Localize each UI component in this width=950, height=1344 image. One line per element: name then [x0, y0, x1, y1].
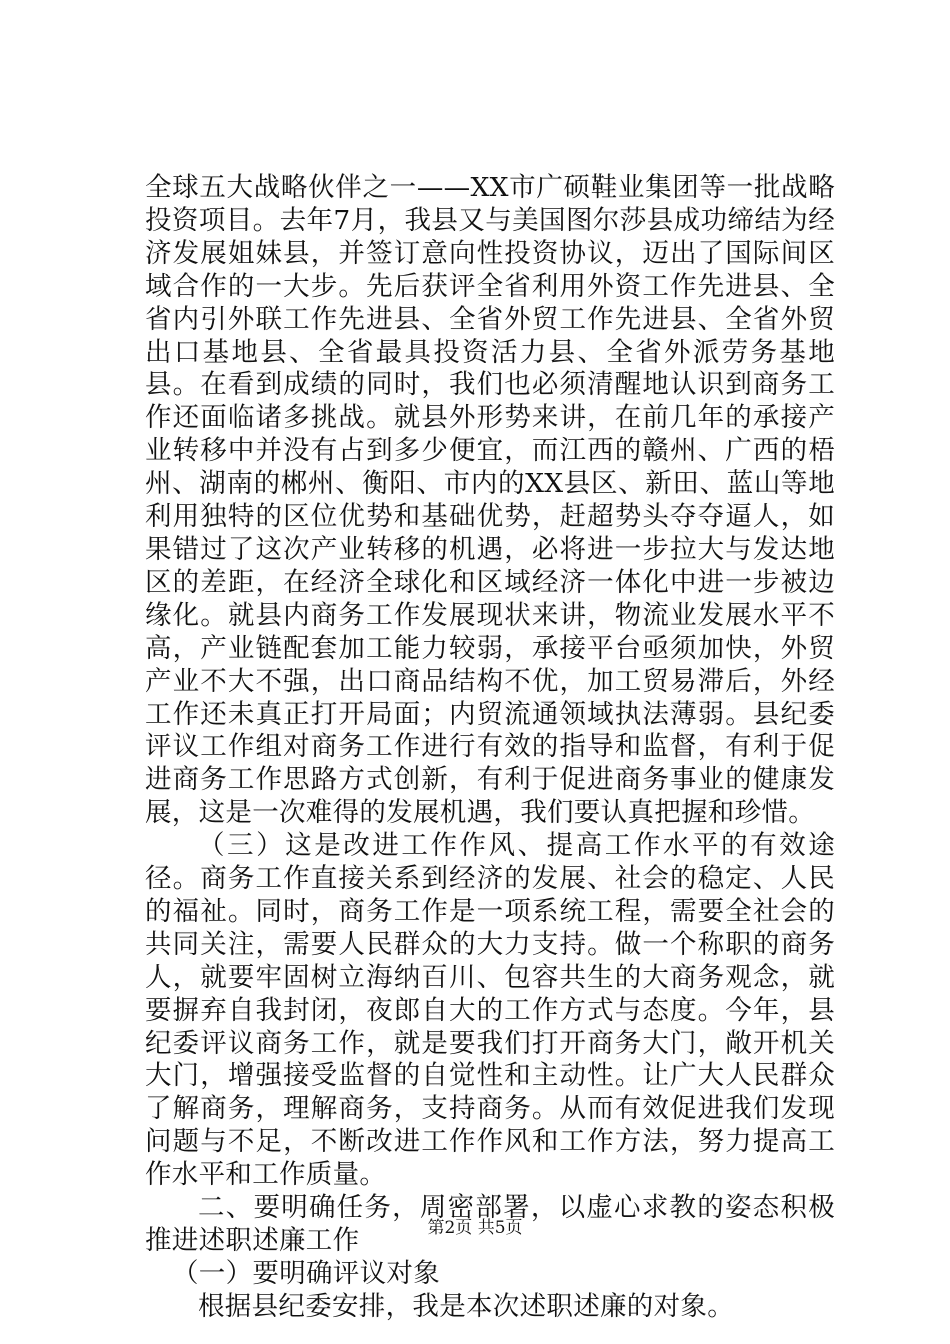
page-number-indicator: 第2页 共5页 — [427, 1218, 523, 1238]
paragraph-section-three: （三）这是改进工作作风、提高工作水平的有效途径。商务工作直接关系到经济的发展、社会的稳定、人民的福祉。同时，商务工作是一项系统工程，需要全社会的共同关注，需要人民群众的大力支持。做一个称职的商务人，就要牢固树立海纳百川、包容共生的大商务观念，就要摒弃自我封闭，夜郎自大的工作方式与态度。今年，县纪委评议商务工作，就是要我们打开商务大门，敞开机关大门，增强接受监督的自觉性和主动性。让广大人民群众了解商务，理解商务，支持商务。从而有效促进我们发现问题与不足，不断改进工作作风和工作方法，努力提高工作水平和工作质量。 — [145, 830, 835, 1191]
paragraph-continuation: 全球五大战略伙伴之一——XX市广硕鞋业集团等一批战略投资项目。去年7月，我县又与美国图尔莎县成功缔结为经济发展姐妹县，并签订意向性投资协议，迈出了国际间区域合作的一大步。先后获评全省利用外资工作先进县、全省内引外联工作先进县、全省外贸工作先进县、全省外贸出口基地县、全省最具投资活力县、全省外派劳务基地县。在看到成绩的同时，我们也必须清醒地认识到商务工作还面临诸多挑战。就县外形势来讲，在前几年的承接产业转移中并没有占到多少便宜，而江西的赣州、广西的梧州、湖南的郴州、衡阳、市内的XX县区、新田、蓝山等地利用独特的区位优势和基础优势，赶超势头夺夺逼人，如果错过了这次产业转移的机遇，必将进一步拉大与发达地区的差距，在经济全球化和区域经济一体化中进一步被边缘化。就县内商务工作发展现状来讲，物流业发展水平不高，产业链配套加工能力较弱，承接平台亟须加快，外贸产业不大不强，出口商品结构不优，加工贸易滞后，外经工作还未真正打开局面；内贸流通领域执法薄弱。县纪委评议工作组对商务工作进行有效的指导和监督，有利于促进商务工作思路方式创新，有利于促进商务事业的健康发展，这是一次难得的发展机遇，我们要认真把握和珍惜。 — [145, 172, 835, 829]
paragraph-evaluation-target: 根据县纪委安排，我是本次述职述廉的对象。 — [198, 1290, 734, 1322]
page-footer — [0, 1216, 950, 1240]
document-body — [145, 172, 835, 1324]
heading-part-two: 二、要明确任务，周密部署，以虚心求教的姿态积极推进述职述廉工作 — [145, 1192, 835, 1256]
subheading-one: （一）要明确评议对象 — [172, 1257, 440, 1289]
